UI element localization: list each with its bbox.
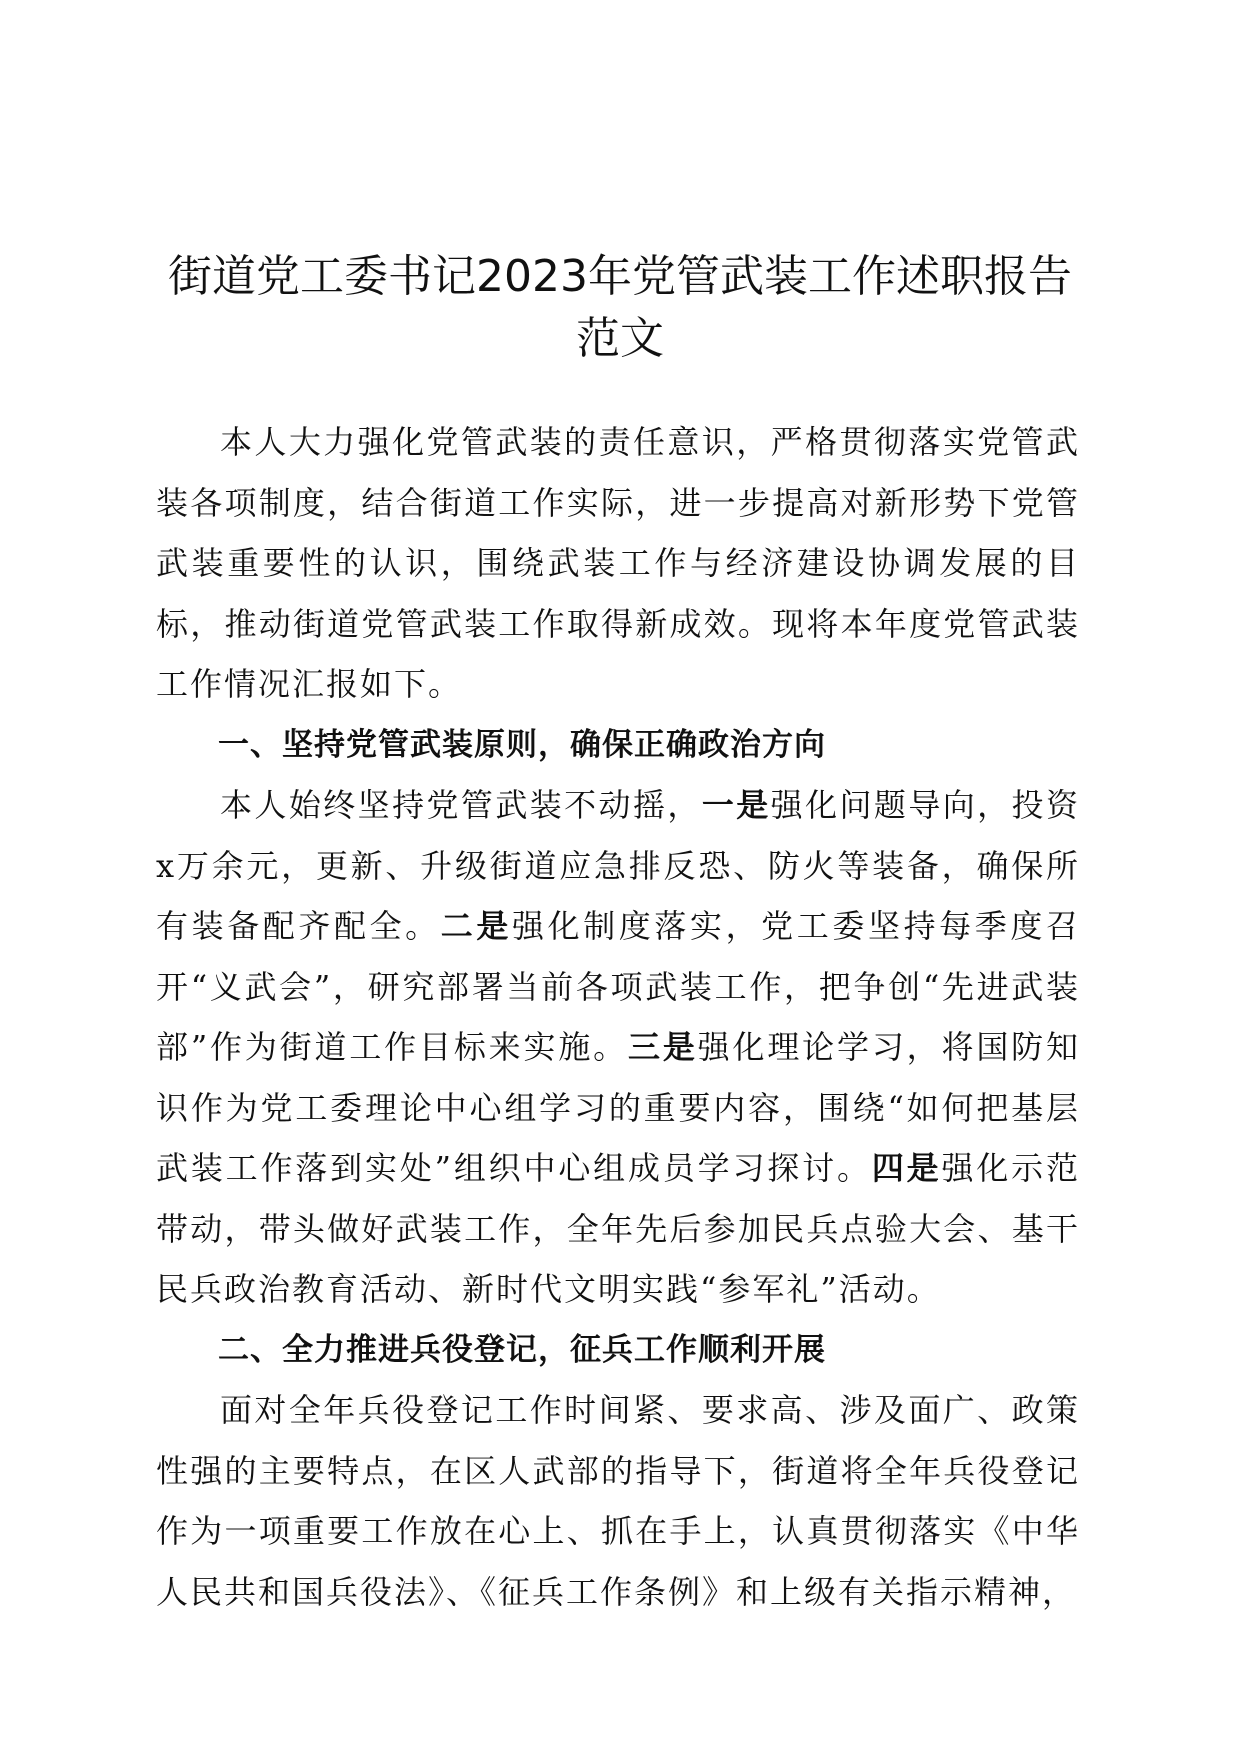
document-body [156, 412, 1080, 1622]
point-1-text: 强化问题导向，投资x万余元，更新、升级街道应急排反恐、防火等装备，确保所有装备配齐配全。 [156, 786, 1080, 945]
point-4-text: 强化示范带动，带头做好武装工作，全年先后参加民兵点验大会、基干民兵政治教育活动、新时代文明实践“参军礼”活动。 [156, 1149, 1080, 1308]
intro-paragraph: 本人大力强化党管武装的责任意识，严格贯彻落实党管武装各项制度，结合街道工作实际，进一步提高对新形势下党管武装重要性的认识，围绕武装工作与经济建设协调发展的目标，推动街道党管武装工作取得新成效。现将本年度党管武装工作情况汇报如下。 [156, 423, 1080, 703]
section-2-heading: 二、全力推进兵役登记，征兵工作顺利开展 [218, 1331, 826, 1368]
point-3-text: 强化理论学习，将国防知识作为党工委理论中心组学习的重要内容，围绕“如何把基层武装工作落到实处”组织中心组成员学习探讨。 [156, 1028, 1080, 1187]
document-title: 街道党工委书记2023年党管武装工作述职报告范文 [168, 251, 1072, 364]
point-3-label: 三是 [628, 1028, 698, 1066]
section-1-heading: 一、坚持党管武装原则，确保正确政治方向 [218, 726, 826, 763]
section-1-text-start: 本人始终坚持党管武装不动摇， [220, 786, 702, 824]
point-1-label: 一是 [701, 786, 771, 824]
section-2-paragraph: 面对全年兵役登记工作时间紧、要求高、涉及面广、政策性强的主要特点，在区人武部的指导下，街道将全年兵役登记作为一项重要工作放在心上、抓在手上，认真贯彻落实《中华人民共和国兵役法》、《征兵工作条例》和上级有关指示精神， [156, 1391, 1080, 1611]
point-4-label: 四是 [871, 1149, 942, 1187]
point-2-text: 强化制度落实，党工委坚持每季度召开“义武会”，研究部署当前各项武装工作，把争创“先进武装部”作为街道工作目标来实施。 [156, 907, 1080, 1066]
section-1-paragraph [156, 775, 1080, 1320]
point-2-label: 二是 [440, 907, 512, 945]
